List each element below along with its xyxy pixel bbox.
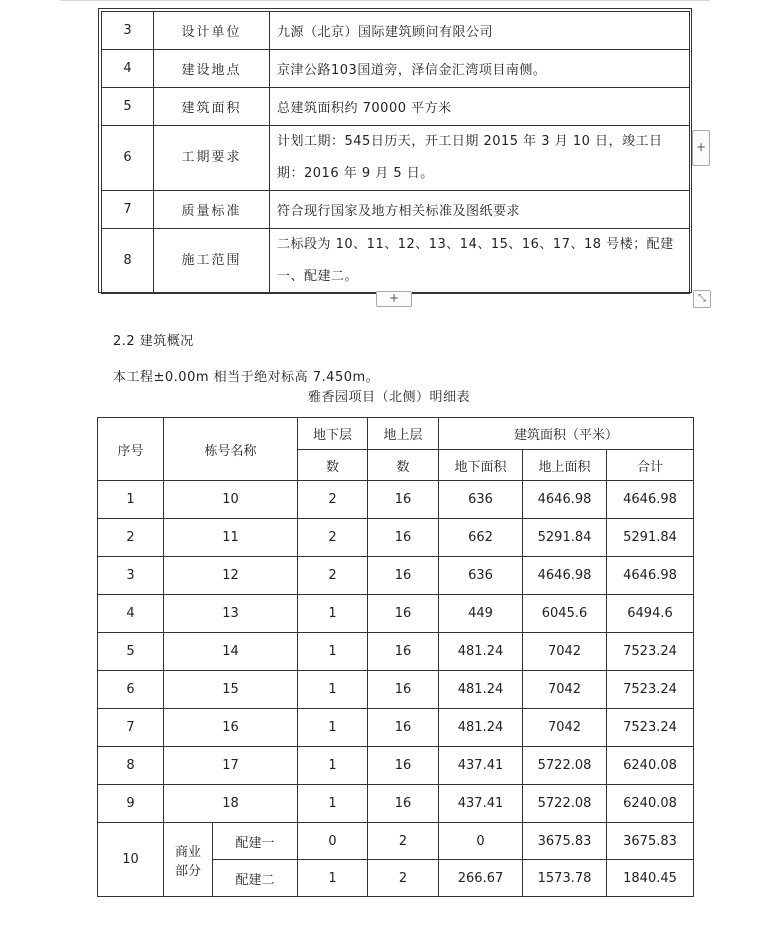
table-row <box>98 557 694 595</box>
cell-underground-area[interactable]: 449 <box>439 595 523 633</box>
table-resize-handle[interactable]: ⤡ <box>693 290 711 308</box>
header-above-floors-cont[interactable]: 数 <box>368 450 439 481</box>
row-value[interactable]: 京津公路103国道旁，泽信金汇湾项目南侧。 <box>270 50 690 88</box>
row-number[interactable]: 3 <box>102 12 154 50</box>
cell-above-floors[interactable]: 16 <box>368 519 439 557</box>
cell-building[interactable]: 配建二 <box>213 860 298 897</box>
table-row <box>98 823 694 860</box>
cell-seq[interactable]: 10 <box>98 823 164 897</box>
cell-underground-floors[interactable]: 1 <box>298 671 368 709</box>
project-info-table[interactable] <box>98 8 692 293</box>
table-row <box>98 633 694 671</box>
cell-above-floors[interactable]: 16 <box>368 671 439 709</box>
cell-underground-floors[interactable]: 1 <box>298 709 368 747</box>
cell-above-floors[interactable]: 2 <box>368 823 439 860</box>
row-label[interactable]: 设计单位 <box>154 12 270 50</box>
cell-total[interactable]: 6240.08 <box>607 785 694 823</box>
table-caption: 雅香园项目（北侧）明细表 <box>307 390 470 405</box>
project-info-grid <box>101 11 690 294</box>
cell-underground-floors[interactable]: 2 <box>298 557 368 595</box>
cell-building[interactable]: 12 <box>164 557 298 595</box>
cell-building[interactable]: 配建一 <box>213 823 298 860</box>
table-row <box>98 481 694 519</box>
cell-above-area[interactable]: 5722.08 <box>523 747 607 785</box>
row-label[interactable]: 建设地点 <box>154 50 270 88</box>
table-row <box>102 50 690 88</box>
cell-total[interactable]: 6494.6 <box>607 595 694 633</box>
table-row <box>102 88 690 126</box>
section-heading: 2.2 建筑概况 <box>113 334 194 349</box>
cell-underground-area[interactable]: 481.24 <box>439 671 523 709</box>
cell-building[interactable]: 15 <box>164 671 298 709</box>
cell-underground-floors[interactable]: 2 <box>298 481 368 519</box>
cell-above-floors[interactable]: 16 <box>368 595 439 633</box>
cell-above-area[interactable]: 7042 <box>523 671 607 709</box>
row-label[interactable]: 工期要求 <box>154 126 270 191</box>
row-value[interactable]: 总建筑面积约 70000 平方米 <box>270 88 690 126</box>
row-value[interactable]: 九源（北京）国际建筑顾问有限公司 <box>270 12 690 50</box>
cell-total[interactable]: 1840.45 <box>607 860 694 897</box>
header-underground-area[interactable]: 地下面积 <box>439 450 523 481</box>
cell-underground-area[interactable]: 636 <box>439 481 523 519</box>
header-area-group[interactable]: 建筑面积（平米） <box>439 418 694 450</box>
cell-above-floors[interactable]: 2 <box>368 860 439 897</box>
cell-above-area[interactable]: 5722.08 <box>523 785 607 823</box>
cell-underground-floors[interactable]: 1 <box>298 747 368 785</box>
add-column-button[interactable]: + <box>692 130 710 166</box>
cell-above-floors[interactable]: 16 <box>368 747 439 785</box>
cell-seq[interactable]: 5 <box>98 633 164 671</box>
cell-total[interactable]: 7523.24 <box>607 633 694 671</box>
header-underground-floors-cont[interactable]: 数 <box>298 450 368 481</box>
cell-total[interactable]: 4646.98 <box>607 481 694 519</box>
header-row <box>98 418 694 450</box>
row-value[interactable]: 符合现行国家及地方相关标准及图纸要求 <box>270 191 690 229</box>
table-row <box>102 12 690 50</box>
cell-above-area[interactable]: 6045.6 <box>523 595 607 633</box>
cell-underground-area[interactable]: 0 <box>439 823 523 860</box>
cell-total[interactable]: 7523.24 <box>607 671 694 709</box>
cell-seq[interactable]: 7 <box>98 709 164 747</box>
building-detail-table[interactable] <box>97 417 694 897</box>
cell-building[interactable]: 10 <box>164 481 298 519</box>
header-above-area[interactable]: 地上面积 <box>523 450 607 481</box>
header-above-floors[interactable]: 地上层 <box>368 418 439 450</box>
cell-above-area[interactable]: 7042 <box>523 709 607 747</box>
cell-building[interactable]: 18 <box>164 785 298 823</box>
cell-above-floors[interactable]: 16 <box>368 785 439 823</box>
row-value[interactable]: 二标段为 10、11、12、13、14、15、16、17、18 号楼；配建一、配建二。 <box>270 229 690 294</box>
row-number[interactable]: 5 <box>102 88 154 126</box>
table-row <box>98 671 694 709</box>
cell-total[interactable]: 3675.83 <box>607 823 694 860</box>
table-row <box>98 519 694 557</box>
cell-group[interactable] <box>164 823 213 897</box>
cell-underground-area[interactable]: 437.41 <box>439 747 523 785</box>
cell-total[interactable]: 6240.08 <box>607 747 694 785</box>
cell-seq[interactable]: 2 <box>98 519 164 557</box>
header-seq[interactable]: 序号 <box>98 418 164 481</box>
table-row <box>98 747 694 785</box>
cell-underground-floors[interactable]: 1 <box>298 860 368 897</box>
table-row <box>98 709 694 747</box>
row-number[interactable]: 7 <box>102 191 154 229</box>
cell-building[interactable]: 13 <box>164 595 298 633</box>
cell-seq[interactable]: 9 <box>98 785 164 823</box>
row-number[interactable]: 4 <box>102 50 154 88</box>
cell-building[interactable]: 14 <box>164 633 298 671</box>
cell-total[interactable]: 4646.98 <box>607 557 694 595</box>
cell-above-area[interactable]: 5291.84 <box>523 519 607 557</box>
table-row <box>102 191 690 229</box>
cell-underground-area[interactable]: 481.24 <box>439 709 523 747</box>
cell-underground-area[interactable]: 481.24 <box>439 633 523 671</box>
cell-underground-area[interactable]: 636 <box>439 557 523 595</box>
cell-underground-area[interactable]: 266.67 <box>439 860 523 897</box>
header-underground-floors[interactable]: 地下层 <box>298 418 368 450</box>
cell-above-area[interactable]: 4646.98 <box>523 557 607 595</box>
cell-underground-floors[interactable]: 1 <box>298 595 368 633</box>
cell-total[interactable]: 5291.84 <box>607 519 694 557</box>
cell-above-area[interactable]: 1573.78 <box>523 860 607 897</box>
cell-above-area[interactable]: 4646.98 <box>523 481 607 519</box>
cell-above-floors[interactable]: 16 <box>368 481 439 519</box>
cell-above-floors[interactable]: 16 <box>368 633 439 671</box>
cell-underground-area[interactable]: 662 <box>439 519 523 557</box>
row-value[interactable]: 计划工期：545日历天，开工日期 2015 年 3 月 10 日，竣工日期：2016 年 9 月 5 日。 <box>270 126 690 191</box>
cell-building[interactable]: 17 <box>164 747 298 785</box>
header-building[interactable]: 栋号名称 <box>164 418 298 481</box>
group-label-line2: 部分 <box>174 863 201 879</box>
cell-above-area[interactable]: 7042 <box>523 633 607 671</box>
table-row <box>98 595 694 633</box>
cell-seq[interactable]: 8 <box>98 747 164 785</box>
cell-seq[interactable]: 4 <box>98 595 164 633</box>
row-number[interactable]: 6 <box>102 126 154 191</box>
cell-underground-floors[interactable]: 0 <box>298 823 368 860</box>
add-row-button[interactable]: + <box>376 291 412 307</box>
cell-seq[interactable]: 3 <box>98 557 164 595</box>
cell-above-area[interactable]: 3675.83 <box>523 823 607 860</box>
table-row <box>98 785 694 823</box>
group-label-line1: 商业 <box>174 844 201 860</box>
cell-total[interactable]: 7523.24 <box>607 709 694 747</box>
table-row <box>102 229 690 294</box>
table-row <box>102 126 690 191</box>
cell-seq[interactable]: 6 <box>98 671 164 709</box>
cell-above-floors[interactable]: 16 <box>368 557 439 595</box>
row-number[interactable]: 8 <box>102 229 154 294</box>
cell-underground-floors[interactable]: 1 <box>298 633 368 671</box>
row-label[interactable]: 施工范围 <box>154 229 270 294</box>
cell-building[interactable]: 11 <box>164 519 298 557</box>
row-label[interactable]: 建筑面积 <box>154 88 270 126</box>
header-total[interactable]: 合计 <box>607 450 694 481</box>
row-label[interactable]: 质量标准 <box>154 191 270 229</box>
cell-underground-floors[interactable]: 1 <box>298 785 368 823</box>
cell-seq[interactable]: 1 <box>98 481 164 519</box>
cell-building[interactable]: 16 <box>164 709 298 747</box>
elevation-note: 本工程±0.00m 相当于绝对标高 7.450m。 <box>113 370 380 385</box>
cell-underground-area[interactable]: 437.41 <box>439 785 523 823</box>
cell-above-floors[interactable]: 16 <box>368 709 439 747</box>
page-top-edge <box>60 0 710 1</box>
cell-underground-floors[interactable]: 2 <box>298 519 368 557</box>
